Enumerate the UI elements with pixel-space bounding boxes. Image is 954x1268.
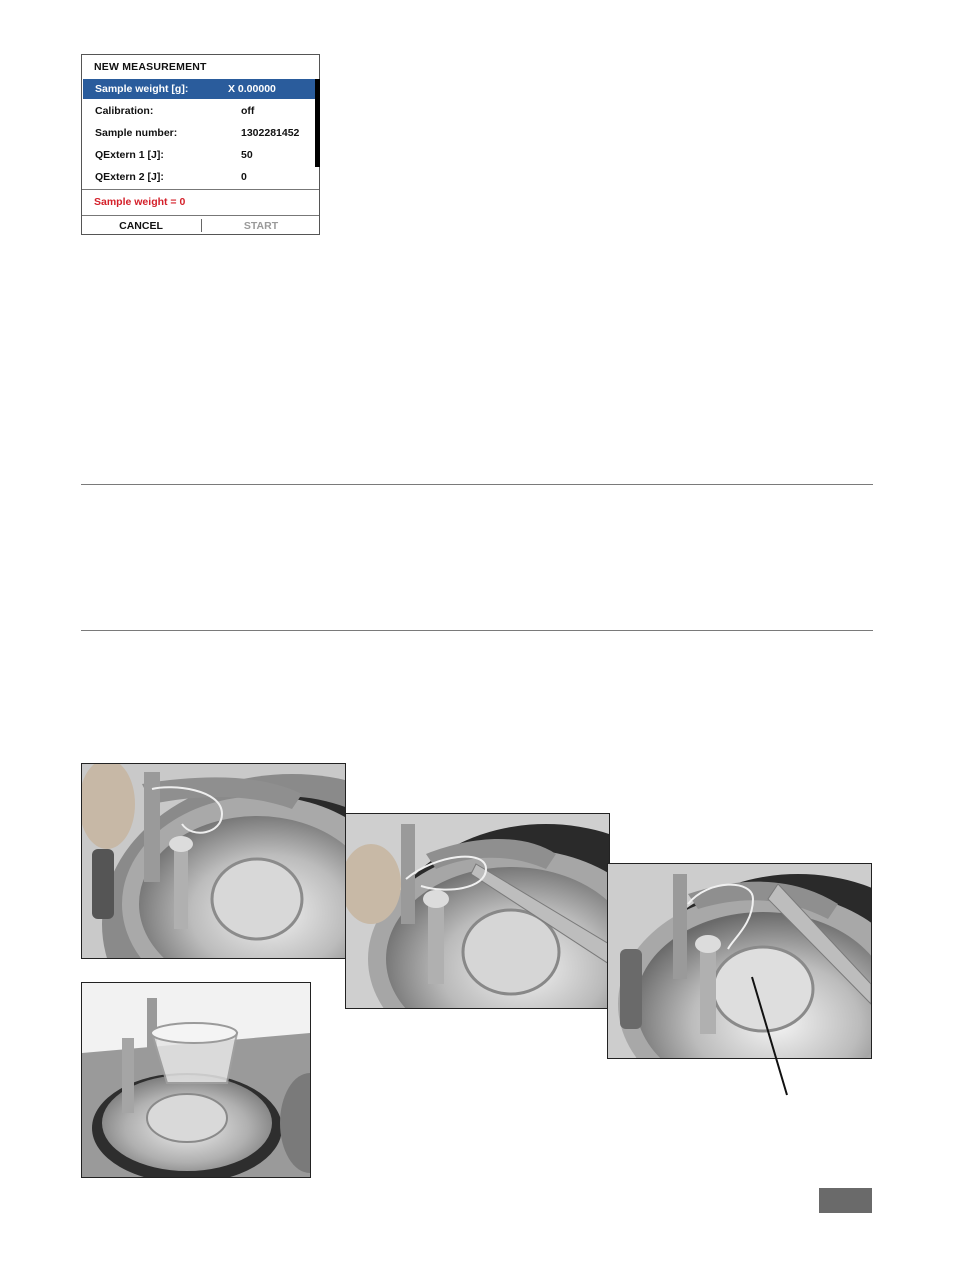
sample-number-label: Sample number: [95, 127, 178, 139]
photo-ignition-wire-attach [81, 763, 346, 959]
calibration-label: Calibration: [95, 105, 154, 117]
photo-wire-bending-tweezers [345, 813, 610, 1009]
sample-number-value: 1302281452 [241, 127, 300, 139]
section-rule [81, 630, 873, 631]
qextern-1-row[interactable] [83, 145, 315, 165]
sample-weight-label: Sample weight [g]: [95, 83, 189, 95]
cancel-button[interactable]: CANCEL [119, 220, 163, 232]
callout-leader-line [740, 975, 800, 1100]
calibration-row[interactable] [83, 101, 315, 121]
qextern-1-value: 50 [241, 149, 253, 161]
sample-number-row[interactable] [83, 123, 315, 143]
calibration-value: off [241, 105, 255, 117]
qextern-2-row[interactable] [83, 167, 315, 187]
qextern-2-label: QExtern 2 [J]: [95, 171, 164, 183]
dialog-title: NEW MEASUREMENT [94, 61, 207, 73]
section-rule [81, 484, 873, 485]
validation-message: Sample weight = 0 [94, 196, 186, 208]
sample-weight-value: X 0.00000 [228, 83, 276, 95]
sample-weight-row[interactable] [83, 79, 315, 99]
new-measurement-dialog [81, 54, 320, 235]
start-button[interactable]: START [243, 220, 279, 232]
dialog-divider [82, 189, 319, 190]
photo-crucible-holder [81, 982, 311, 1178]
qextern-1-label: QExtern 1 [J]: [95, 149, 164, 161]
page-number-box [819, 1188, 872, 1213]
dialog-divider [82, 215, 319, 216]
dialog-scrollbar[interactable] [315, 79, 320, 167]
qextern-2-value: 0 [241, 171, 247, 183]
